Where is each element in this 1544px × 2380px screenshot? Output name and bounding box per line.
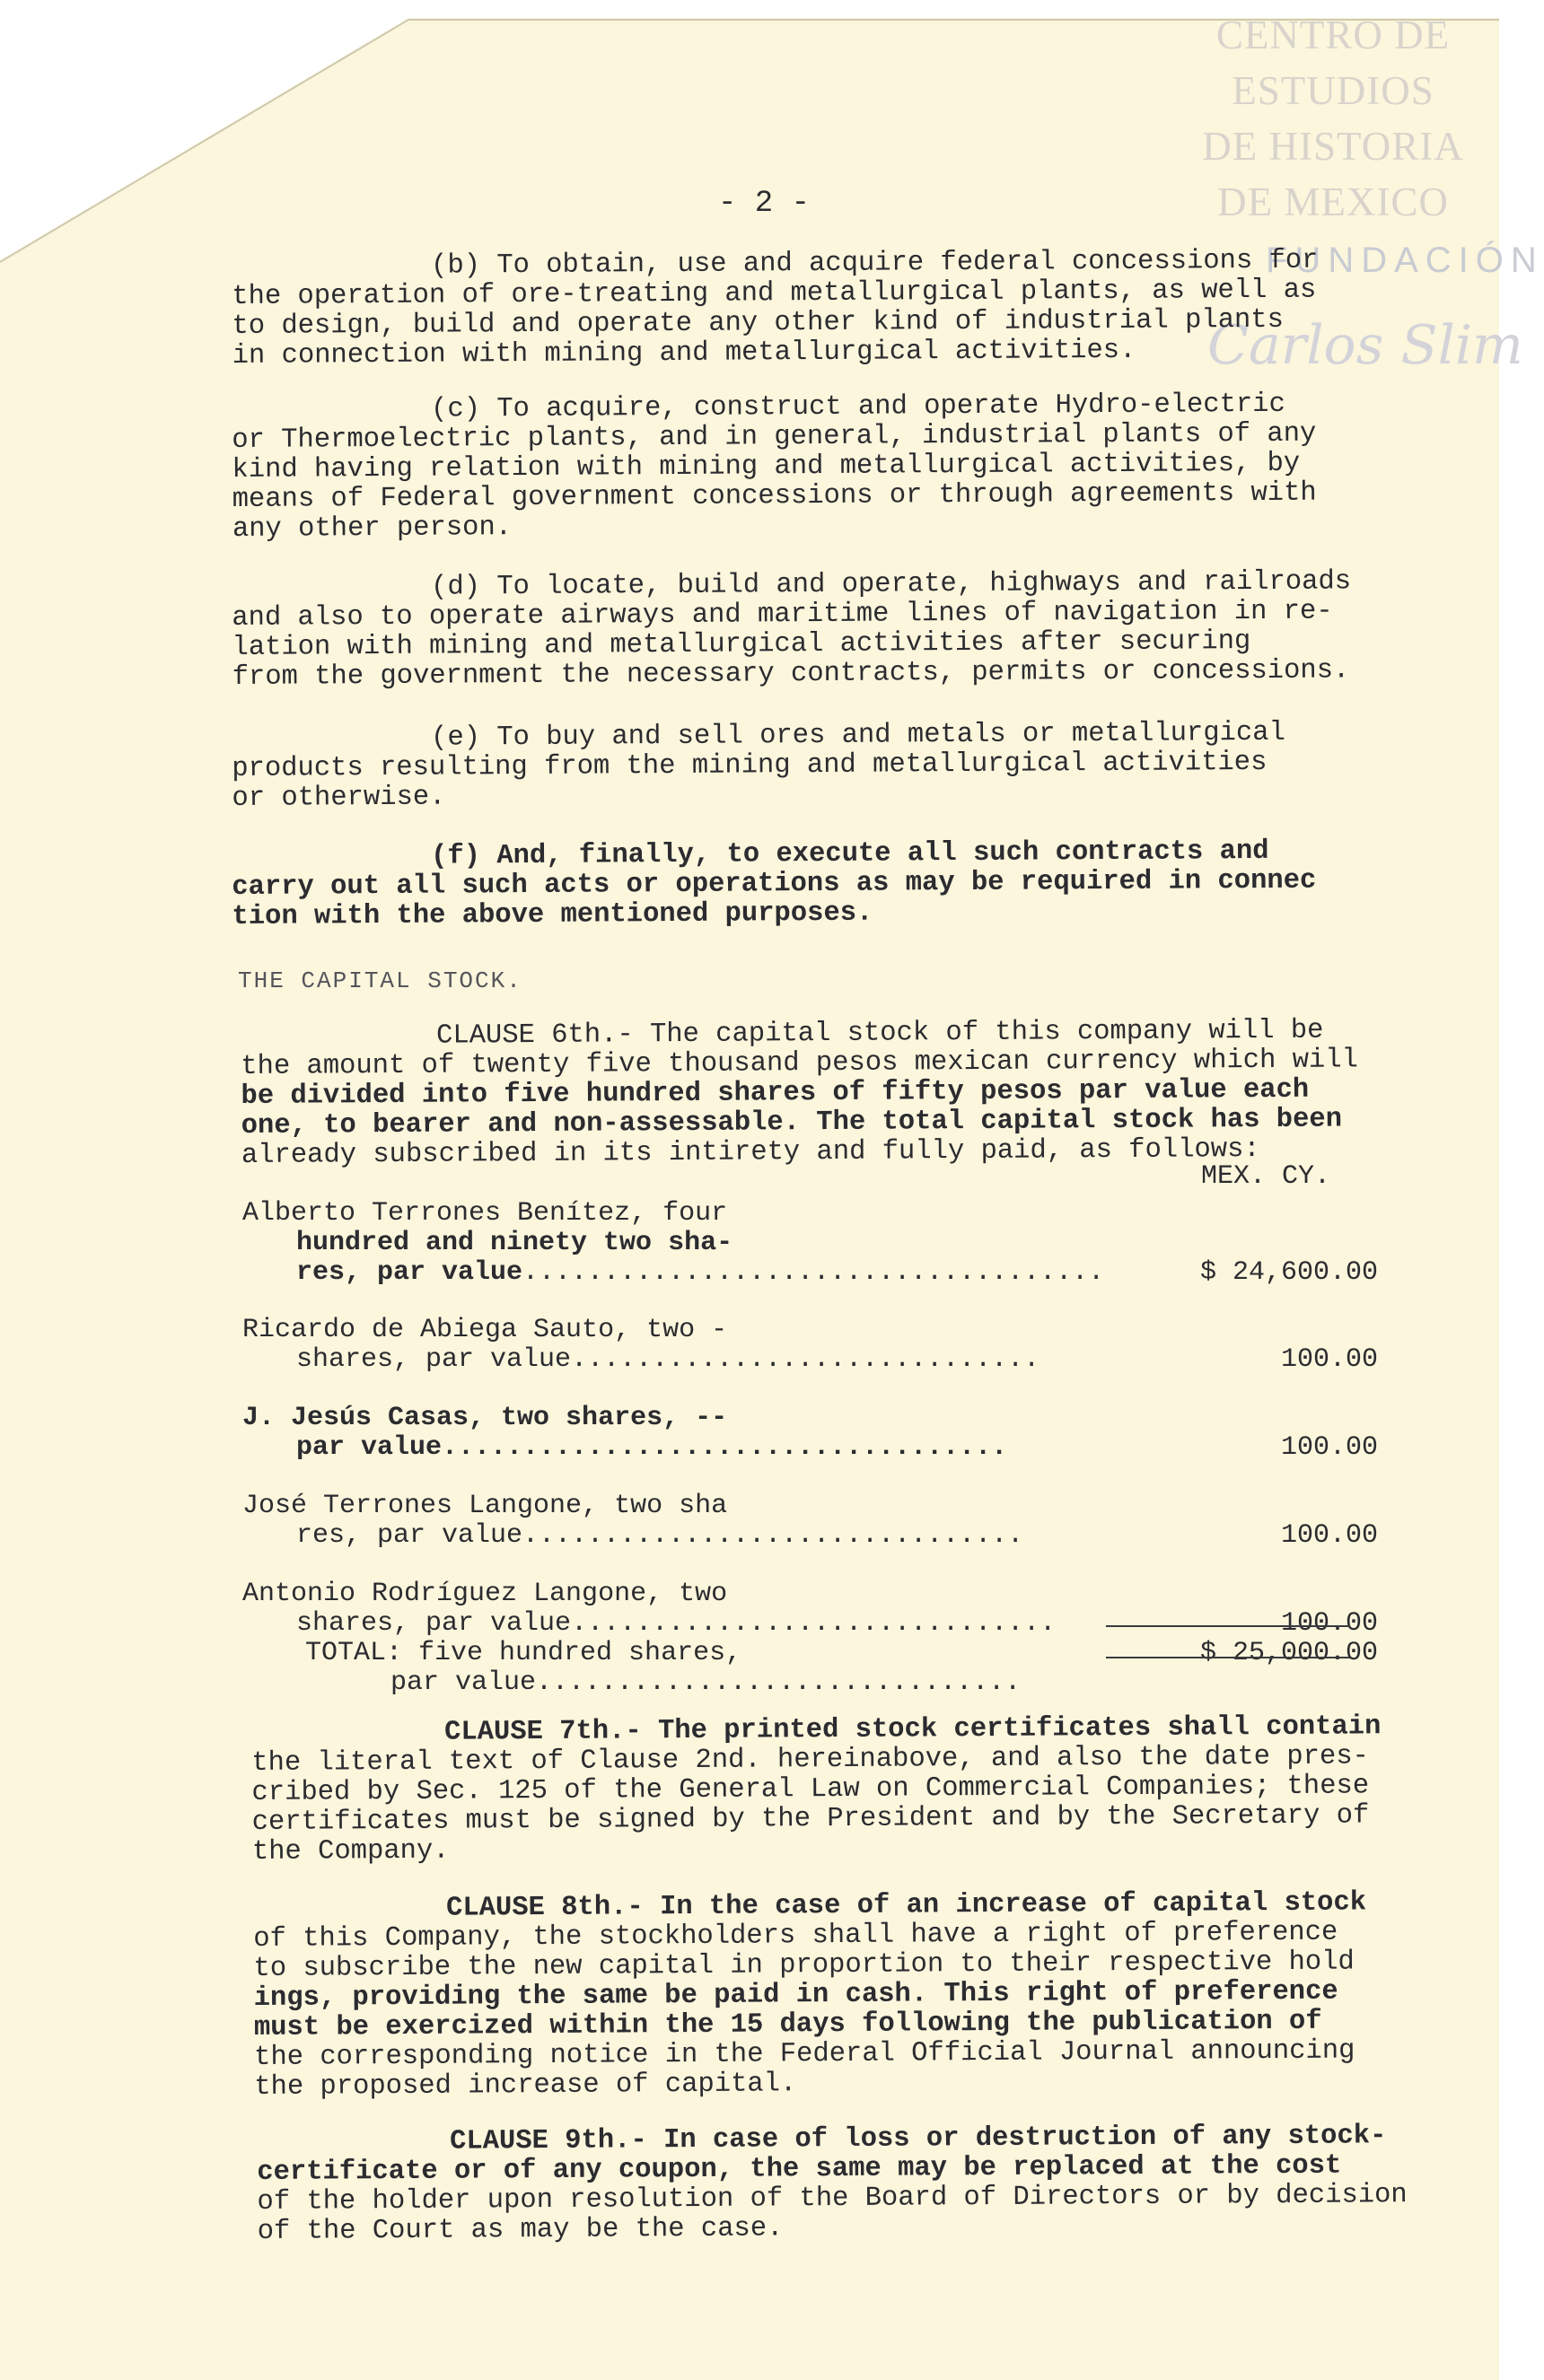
leader-dots: .............................. <box>571 1608 1057 1639</box>
text-line: must be exercized within the 15 days following the publication of <box>253 2006 1322 2043</box>
shareholder-text: shares, par value <box>296 1608 572 1639</box>
text-line: (e) To buy and sell ores and metals or metallurgical <box>430 717 1285 754</box>
watermark-line: DE MEXICO <box>1217 179 1449 224</box>
shareholder-amount: 100.00 <box>1280 1608 1378 1639</box>
text-line: be divided into five hundred shares of fifty pesos par value each <box>241 1074 1310 1112</box>
leader-dots: .................................... <box>522 1257 1105 1288</box>
text-line: any other person. <box>232 512 513 545</box>
text-line: and also to operate airways and maritime lines of navigation in re- <box>232 596 1333 634</box>
clause-6 <box>241 1016 1444 1171</box>
total-text: par value <box>390 1667 537 1698</box>
text-line: products resulting from the mining and metallurgical activities <box>232 747 1268 784</box>
signature-stamp: Carlos Slim <box>1207 314 1523 377</box>
archive-watermark <box>1185 7 1481 230</box>
text-line: or otherwise. <box>232 782 446 814</box>
text-line: in connection with mining and metallurgical activities. <box>232 335 1136 372</box>
total-text: TOTAL: five hundred shares, <box>305 1638 742 1668</box>
text-line: tion with the above mentioned purposes. <box>232 897 873 932</box>
shareholder-name: J. Jesús Casas, two shares, -- <box>242 1403 728 1433</box>
watermark-line: DE HISTORIA <box>1202 124 1464 169</box>
text-line: ings, providing the same be paid in cash. This right of preference <box>253 1976 1338 2014</box>
text-line: to subscribe the new capital in proportion to their respective hold <box>253 1947 1355 1984</box>
shareholder-entry <box>242 1579 1378 1639</box>
text-line: the Company. <box>251 1835 450 1868</box>
text-line: (c) To acquire, construct and operate Hydro-electric <box>430 389 1285 425</box>
shareholder-entry <box>242 1491 1378 1551</box>
paragraph-e <box>232 718 1435 814</box>
leader-dots: ............................... <box>522 1520 1024 1551</box>
watermark-line: CENTRO DE <box>1215 13 1451 57</box>
paragraph-d <box>232 567 1435 693</box>
shareholder-name: José Terrones Langone, two sha <box>242 1491 728 1521</box>
leader-dots: .............................. <box>536 1667 1022 1698</box>
paragraph-f <box>232 836 1435 932</box>
text-line: from the government the necessary contracts, permits or concessions. <box>232 655 1350 693</box>
clause-7 <box>251 1712 1455 1868</box>
fundacion-stamp: FUNDACIÓN <box>1266 241 1544 280</box>
text-line: of the Court as may be the case. <box>257 2213 784 2247</box>
page-number: - 2 - <box>718 187 811 221</box>
text-line: of the holder upon resolution of the Board of Directors or by decision <box>257 2180 1408 2218</box>
shareholder-name: Alberto Terrones Benítez, four <box>242 1198 728 1229</box>
shareholder-amount: 100.00 <box>1280 1520 1378 1551</box>
text-line: CLAUSE 6th.- The capital stock of this company will be <box>435 1015 1324 1052</box>
text-line: (b) To obtain, use and acquire federal concessions for <box>430 245 1319 282</box>
sum-rule <box>1106 1625 1350 1627</box>
text-line: carry out all such acts or operations as may be required in connec <box>232 865 1317 903</box>
text-line: certificates must be signed by the President and by the Secretary of <box>251 1800 1370 1838</box>
shareholder-name: Antonio Rodríguez Langone, two <box>242 1579 728 1609</box>
text-line: the literal text of Clause 2nd. hereinabove, and also the date pres- <box>251 1741 1369 1779</box>
clause-8 <box>253 1888 1457 2103</box>
total-underline <box>1106 1657 1350 1658</box>
shareholder-amount: $ 24,600.00 <box>1199 1257 1378 1288</box>
text-line: (f) And, finally, to execute all such contracts and <box>430 836 1269 872</box>
text-line: cribed by Sec. 125 of the General Law on Commercial Companies; these <box>251 1771 1370 1808</box>
leader-dots: ................................... <box>442 1432 1008 1463</box>
text-line: CLAUSE 7th.- The printed stock certificates shall contain <box>443 1711 1382 1748</box>
text-line: the proposed increase of capital. <box>254 2069 797 2103</box>
text-line: the amount of twenty five thousand pesos mexican currency which will <box>241 1045 1358 1082</box>
shareholder-amount: 100.00 <box>1280 1432 1378 1463</box>
total-entry <box>242 1638 1378 1698</box>
shareholder-amount: 100.00 <box>1280 1344 1378 1375</box>
text-line: lation with mining and metallurgical activities after securing <box>232 626 1251 663</box>
text-line: to design, build and operate any other kind of industrial plants <box>232 304 1284 342</box>
text-line: one, to bearer and non-assessable. The total capital stock has been <box>241 1104 1343 1142</box>
text-line: of this Company, the stockholders shall have a right of preference <box>253 1917 1338 1955</box>
currency-label: MEX. CY. <box>1201 1161 1331 1192</box>
capital-stock-heading: THE CAPITAL STOCK. <box>238 967 522 994</box>
shareholder-text: par value <box>296 1432 443 1463</box>
watermark-line: ESTUDIOS <box>1232 68 1434 113</box>
leader-dots: ............................. <box>571 1344 1040 1375</box>
text-line: the corresponding notice in the Federal Official Journal announcing <box>254 2035 1355 2073</box>
text-line: CLAUSE 8th.- In the case of an increase of capital stock <box>445 1887 1367 1924</box>
text-line: means of Federal government concessions or through agreements with <box>232 477 1317 515</box>
paragraph-c <box>232 389 1435 545</box>
shareholder-text: res, par value <box>296 1520 523 1551</box>
text-line: CLAUSE 9th.- In case of loss or destruction of any stock- <box>449 2121 1387 2157</box>
text-line: certificate or of any coupon, the same may be replaced at the cost <box>257 2150 1342 2188</box>
shareholder-text: hundred and ninety two sha- <box>296 1228 733 1258</box>
shareholder-entry <box>242 1403 1378 1463</box>
shareholder-entry <box>242 1315 1378 1375</box>
text-line: already subscribed in its intirety and fully paid, as follows: <box>241 1134 1260 1171</box>
paragraph-b <box>232 246 1435 372</box>
shareholder-name: Ricardo de Abiega Sauto, two - <box>242 1315 728 1345</box>
text-line: or Thermoelectric plants, and in general, industrial plants of any <box>232 418 1317 456</box>
text-line: the operation of ore-treating and metallurgical plants, as well as <box>232 275 1317 312</box>
text-line: (d) To locate, build and operate, highways and railroads <box>430 566 1352 603</box>
shareholder-text: shares, par value <box>296 1344 572 1375</box>
shareholder-entry <box>242 1198 1378 1288</box>
total-amount: $ 25,000.00 <box>1199 1638 1378 1668</box>
shareholder-text: res, par value <box>296 1257 523 1288</box>
text-line: kind having relation with mining and metallurgical activities, by <box>232 448 1301 486</box>
clause-9 <box>257 2122 1461 2247</box>
